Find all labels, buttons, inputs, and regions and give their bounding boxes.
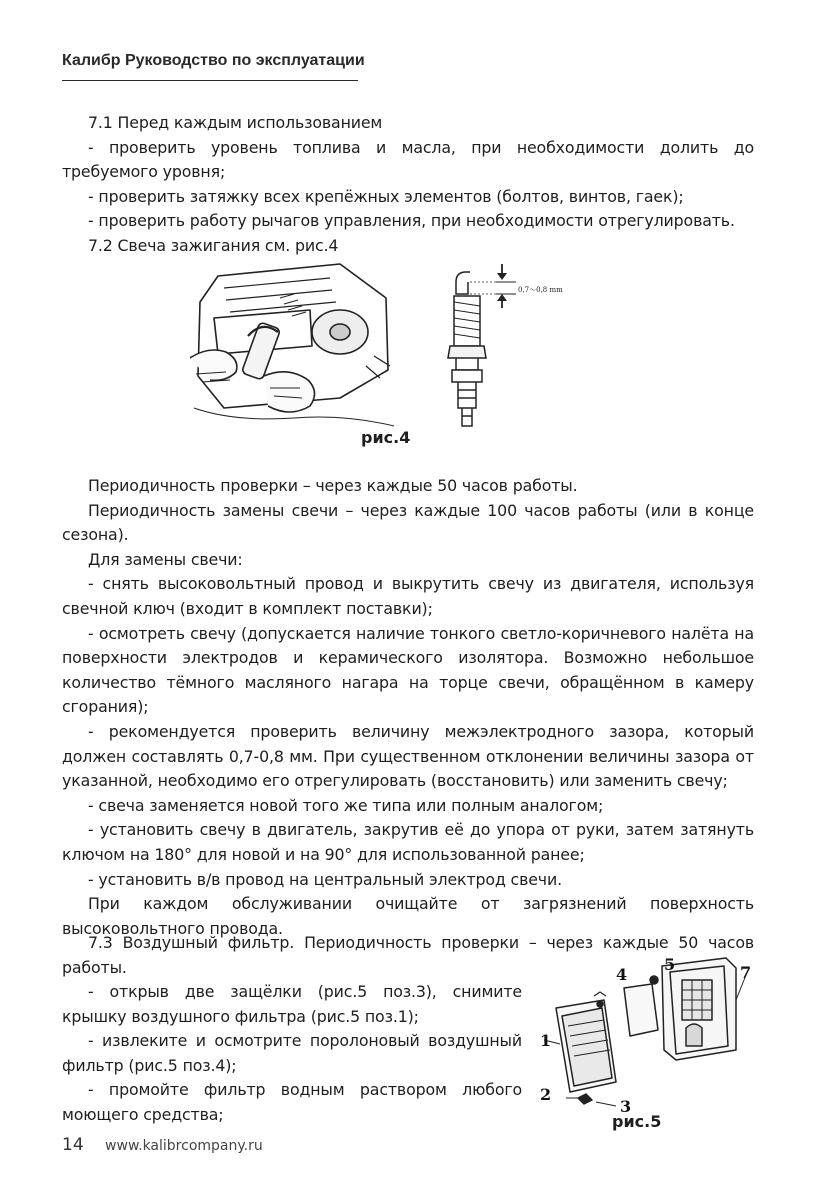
figure-4-caption: рис.4	[361, 428, 411, 447]
paragraph: Периодичность проверки – через каждые 50 часов работы.	[88, 476, 578, 495]
page-number: 14	[62, 1135, 84, 1155]
callout-2: 2	[540, 1085, 552, 1104]
page-header: Калибр Руководство по эксплуатации	[62, 52, 365, 69]
list-item: - рекомендуется проверить величину межэлектродного зазора, который должен составлять 0,7-0,8 мм. При существенном отклонении величины зазора от указанной, необходимо его отрегулировать (восстановить) или заменить свечу;	[62, 721, 754, 791]
section-7-1-heading: 7.1 Перед каждым использованием	[88, 113, 383, 132]
list-item: - установить свечу в двигатель, закрутив её до упора от руки, затем затянуть ключом на 180° для новой и на 90° для использованной ранее;	[62, 820, 754, 864]
list-item: - проверить работу рычагов управления, при необходимости отрегулировать.	[88, 211, 735, 231]
paragraph: Для замены свечи:	[88, 549, 243, 569]
callout-7: 7	[740, 963, 752, 982]
section-7-3-items	[62, 980, 522, 1128]
list-item: - снять высоковольтный провод и выкрутить свечу из двигателя, используя свечной ключ (входит в комплект поставки);	[62, 574, 754, 618]
callout-4: 4	[616, 965, 628, 984]
callout-1: 1	[540, 1031, 552, 1050]
list-item: - промойте фильтр водным раствором любого моющего средства;	[62, 1080, 522, 1124]
website-link[interactable]: www.kalibrcompany.ru	[105, 1138, 263, 1154]
list-item: - проверить затяжку всех крепёжных элементов (болтов, винтов, гаек);	[88, 186, 684, 206]
paragraph: При каждом обслуживании очищайте от загрязнений поверхность высоковольтного провода.	[62, 894, 754, 938]
gap-label: 0,7～0,8 mm	[518, 286, 563, 294]
list-item: - свеча заменяется новой того же типа или полным аналогом;	[88, 795, 604, 815]
list-item: - открыв две защёлки (рис.5 поз.3), снимите крышку воздушного фильтра (рис.5 поз.1);	[62, 982, 522, 1026]
figure-5-caption: рис.5	[612, 1112, 662, 1131]
callout-3: 3	[620, 1097, 632, 1116]
section-7-2-heading: 7.2 Свеча зажигания см. рис.4	[88, 235, 339, 255]
list-item: - извлеките и осмотрите поролоновый воздушный фильтр (рис.5 поз.4);	[62, 1031, 522, 1075]
page-footer	[62, 1135, 263, 1155]
callout-5: 5	[664, 955, 676, 974]
list-item: - установить в/в провод на центральный электрод свечи.	[88, 869, 562, 889]
header-underline	[62, 80, 358, 81]
spark-plug-removal-illustration	[190, 258, 396, 430]
spark-plug-diagram	[436, 258, 586, 430]
section-7-1	[62, 111, 754, 259]
spark-plug-instructions	[62, 474, 754, 941]
paragraph: Периодичность замены свечи – через каждые 100 часов работы (или в конце сезона).	[62, 500, 754, 545]
section-7-3-heading: 7.3 Воздушный фильтр. Периодичность проверки – через каждые 50 часов работы.	[62, 933, 754, 977]
air-filter-exploded-diagram	[536, 950, 758, 1120]
list-item: - осмотреть свечу (допускается наличие тонкого светло-коричневого налёта на поверхности электродов и керамического изолятора. Возможно небольшое количество тёмного масляного нагара на торце свечи, обращённом в камеру сгорания);	[62, 623, 754, 717]
list-item: - проверить уровень топлива и масла, при необходимости долить до требуемого уровня;	[62, 137, 754, 182]
